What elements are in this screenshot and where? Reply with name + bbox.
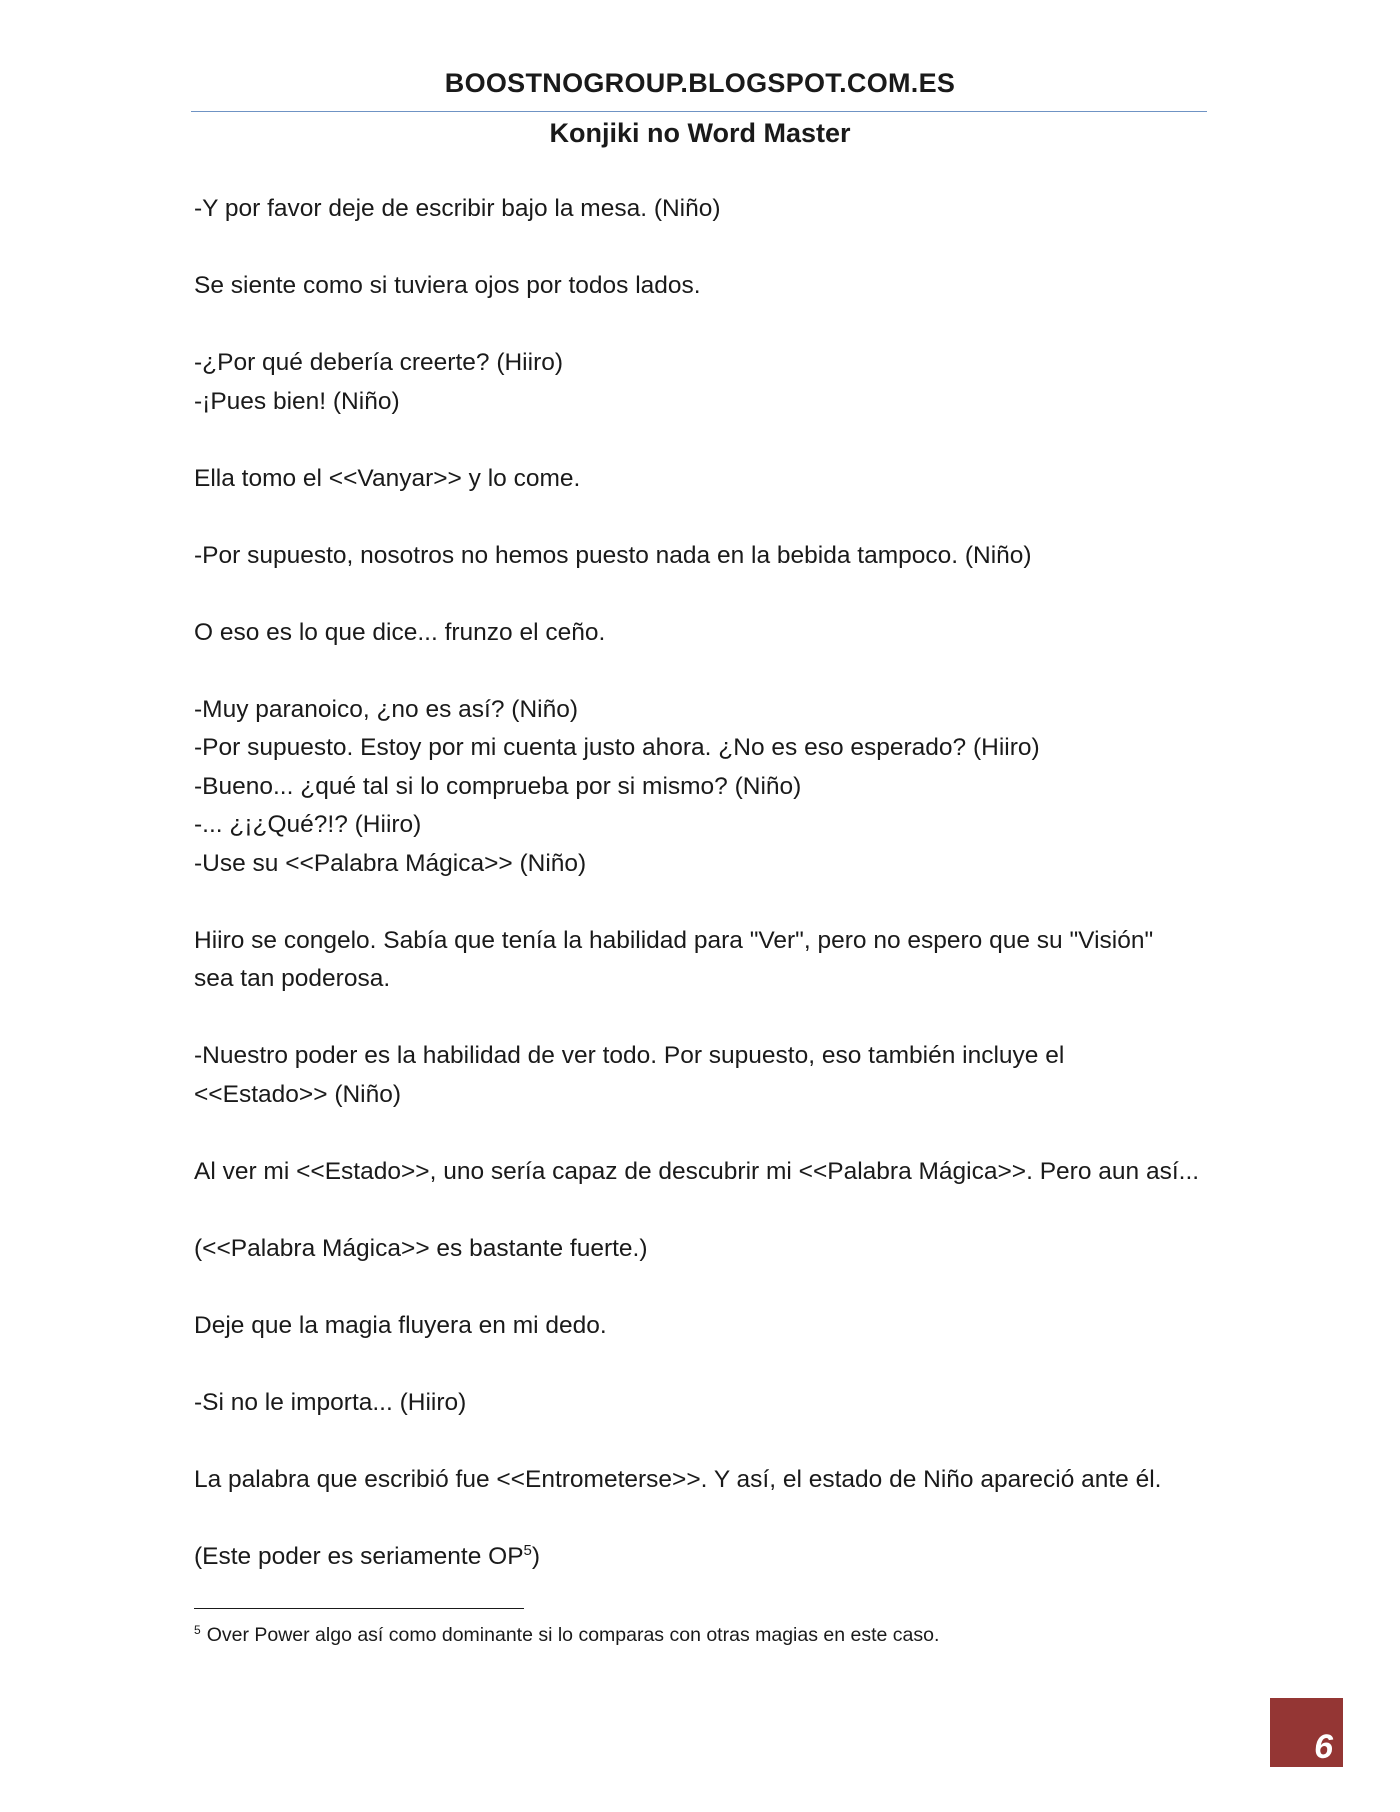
paragraph (194, 1153, 1204, 1192)
text-line: Se siente como si tuviera ojos por todos lados. (194, 272, 701, 299)
text-line: -Por supuesto, nosotros no hemos puesto nada en la bebida tampoco. (Niño) (194, 541, 1032, 569)
text-line: Deje que la magia fluyera en mi dedo. (194, 1311, 607, 1339)
text-line: -Use su <<Palabra Mágica>> (Niño) (194, 849, 587, 877)
text-line: Al ver mi <<Estado>>, uno sería capaz de descubrir mi <<Palabra Mágica>>. Pero aun así... (194, 1157, 1200, 1185)
paragraph (194, 267, 1204, 306)
text-line (194, 1538, 1204, 1577)
text-line: <<Estado>> (Niño) (194, 1080, 402, 1108)
text-line: (<<Palabra Mágica>> es bastante fuerte.) (194, 1234, 648, 1262)
paragraph (194, 614, 1204, 653)
paragraph (194, 1037, 1204, 1114)
text-line: O eso es lo que dice... frunzo el ceño. (194, 618, 606, 646)
text-after-ref: ) (531, 1542, 541, 1570)
paragraph (194, 460, 1204, 499)
paragraph (194, 1307, 1204, 1346)
page-badge-underline (1270, 1767, 1343, 1770)
paragraph-with-footnote-ref (194, 1538, 1204, 1577)
text-line: sea tan poderosa. (194, 965, 391, 992)
text-line: -Y por favor deje de escribir bajo la mesa. (Niño) (194, 195, 721, 222)
paragraph (194, 537, 1204, 576)
text-line: -Por supuesto. Estoy por mi cuenta justo ahora. ¿No es eso esperado? (Hiiro) (194, 734, 1040, 761)
paragraph (194, 1384, 1204, 1423)
paragraph (194, 922, 1204, 999)
footnote-marker: 5 (194, 1622, 201, 1637)
text-line: -Muy paranoico, ¿no es así? (Niño) (194, 695, 578, 723)
text-line: -... ¿¡¿Qué?!? (Hiiro) (194, 811, 422, 838)
paragraph (194, 1461, 1204, 1500)
body-text (194, 190, 1204, 1576)
header-divider (191, 111, 1207, 112)
text-line: -Si no le importa... (Hiiro) (194, 1388, 467, 1416)
paragraph (194, 691, 1204, 884)
text-line: -Nuestro poder es la habilidad de ver todo. Por supuesto, eso también incluye el (194, 1042, 1065, 1069)
text-before-ref: (Este poder es seriamente OP (194, 1542, 524, 1570)
text-line: -¿Por qué debería creerte? (Hiiro) (194, 349, 564, 376)
text-line: -¡Pues bien! (Niño) (194, 387, 400, 415)
page-number-badge (1270, 1698, 1343, 1770)
footnote-separator (194, 1608, 524, 1609)
document-title: Konjiki no Word Master (549, 118, 851, 148)
text-line: -Bueno... ¿qué tal si lo comprueba por si mismo? (Niño) (194, 772, 802, 800)
paragraph (194, 1230, 1204, 1269)
text-line: Ella tomo el <<Vanyar>> y lo come. (194, 464, 581, 492)
text-line: Hiiro se congelo. Sabía que tenía la habilidad para "Ver", pero no espero que su "Visión" (194, 926, 1154, 954)
text-line: La palabra que escribió fue <<Entrometerse>>. Y así, el estado de Niño apareció ante él. (194, 1465, 1162, 1493)
footnote-text: Over Power algo así como dominante si lo comparas con otras magias en este caso. (206, 1624, 940, 1646)
header-site-name: BOOSTNOGROUP.BLOGSPOT.COM.ES (444, 68, 956, 98)
footnote-reference[interactable]: 5 (523, 1541, 532, 1559)
paragraph (194, 344, 1204, 421)
paragraph (194, 190, 1204, 229)
page-number: 6 (1314, 1728, 1333, 1766)
footnote (194, 1622, 1204, 1648)
